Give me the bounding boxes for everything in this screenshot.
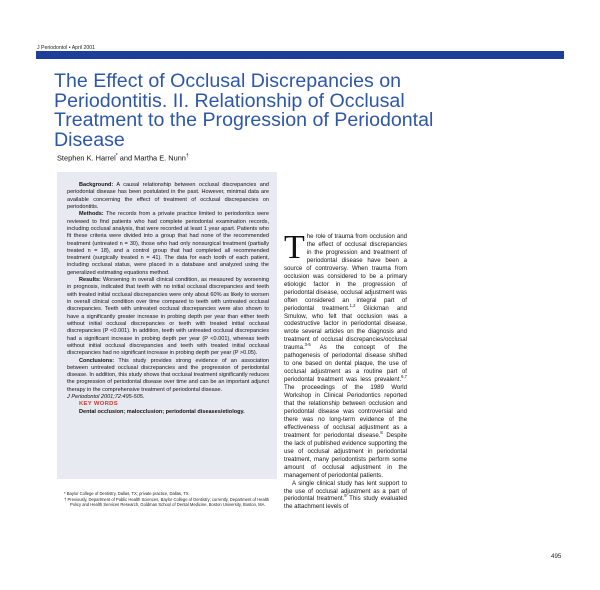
header-rule [36,51,564,59]
body-text: The proceedings of the 1989 World Workshop in Clinical Periodontics reported that the relationship between occlusion and periodontal disease was controversial and there was no long-term evidence of the effectiveness of occlusal adjustment as a treatment for periodontal disease. [284,384,407,439]
keywords-heading: KEY WORDS [79,401,118,408]
abstract-results [67,277,269,357]
drop-cap: T [284,229,305,266]
body-paragraph-2 [284,480,407,512]
author-nunn-mark: † [185,153,189,159]
footnote-2: † Previously, Department of Public Health Sciences, Baylor College of Dentistry; currently, Department of Health Policy and Health Services Research, Goldman School of Dental Medicine, Boston University, Boston, MA. [64,496,270,508]
methods-label: Methods: [79,211,104,218]
abstract-box [57,172,277,479]
body-text: A single clinical study has lent support to the use of occlusal adjustment as a part of periodontal treatment. [284,479,407,503]
body-text: This study evaluated the attachment levels of [284,495,408,511]
body-paragraph-1 [284,229,407,480]
author-harrel: Stephen K. Harrel [57,153,116,163]
reference-mark: 3-5 [304,342,311,348]
author-nunn: Martha E. Nunn [134,153,186,163]
reference-mark: 8 [380,429,383,435]
results-label: Results: [79,277,101,284]
running-head: J Periodontol • April 2001 [37,45,96,51]
footnotes [64,491,276,508]
body-text: Despite the lack of published evidence supporting the use of occlusal adjustment in periodontal treatment, many periodontists perform some amount of occlusal adjustment in the management of periodontal patients. [284,431,407,479]
article-title: The Effect of Occlusal Discrepancies on Periodontitis. II. Relationship of Occlusal Treatment to the Progression of Periodontal Disease [54,70,434,151]
results-text: Worsening in overall clinical condition, as measured by worsening in prognosis, indicated that teeth with no initial occlusal discrepancies and teeth with treated initial occlusal discrepancies were only about 60% as likely to worsen in overall clinical condition over time compared to teeth with untreated occlusal discrepancies. Teeth with untreated occlusal discrepancies were also shown to have a significantly greater increase in probing depth per year than either teeth without initial occlusal discrepancies or teeth with treated initial occlusal discrepancies (P <0.001). In addition, teeth with untreated occlusal discrepancies had a significant increase in probing depth per year (P <0.001), whereas teeth without initial occlusal discrepancies and teeth with treated initial occlusal discrepancies had no significant increase in probing depth per year (P >0.05). [67,277,269,357]
abstract-background [67,182,269,211]
footnote-1: * Baylor College of Dentistry, Dallas, TX; private practice, Dallas, TX. [64,491,190,496]
author-separator: and [117,153,135,163]
body-text: As the concept of the pathogenesis of periodontal disease shifted to one based on dental plaque, the use of occlusal adjustment as a routine part of periodontal treatment was less prevalent. [284,344,407,384]
background-text: A causal relationship between occlusal discrepancies and periodontal disease has been postulated in the past. However, minimal data are available concerning the effect of treatment of occlusal discrepancies on periodontitis. [67,182,269,210]
author-harrel-mark: * [115,153,118,159]
background-label: Background: [79,182,114,188]
journal-citation: J Periodontol 2001;72:495-505. [67,394,145,401]
reference-mark: 9 [344,493,347,499]
body-text: Glickman and Smulow, who felt that occlusion was a codestructive factor in periodontal disease, wrote several articles on the diagnosis and treatment of occlusal discrepancies/occlusal trauma. [284,304,407,352]
body-column [284,229,408,511]
reference-mark: 6,7 [401,374,407,380]
keywords: Dental occlusion; malocclusion; periodontal diseases/etiology. [79,408,245,415]
author-line [57,153,189,162]
body-text: he role of trauma from occlusion and the effect of occlusal discrepancies in the progression and treatment of periodontal disease have been a source of controversy. When trauma from occlusion was considered to be a primary etiologic factor in the progression of periodontal disease, occlusal adjustment was often considered an integral part of periodontal treatment. [284,233,407,312]
reference-mark: 1,2 [349,302,356,308]
abstract-methods [67,211,269,277]
conclusions-label: Conclusions: [79,357,115,364]
conclusions-text: This study provides strong evidence of an association between untreated occlusal discrepancies and the progression of periodontal disease. In addition, this study shows that occlusal treatment significantly reduces the progression of periodontal disease over time and can be an important adjunct therapy in the comprehensive treatment of periodontal disease. [67,357,269,393]
methods-text: The records from a private practice limited to periodontics were reviewed to find patients who had complete periodontal examination records, including occlusal analysis, that were recorded at least 1 year apart. Patients who fit these criteria were divided into a group that had none of the recommended treatment (untreated n = 30), those who had only nonsurgical treatment (partially treated n = 18), and a control group that had completed all recommended treatment (surgically treated n = 41). The data for each tooth of each patient, including occlusal status, were placed in a database and analyzed using the generalized estimating equations method. [67,211,269,276]
abstract-conclusions [67,358,269,395]
page-number: 495 [551,553,562,560]
